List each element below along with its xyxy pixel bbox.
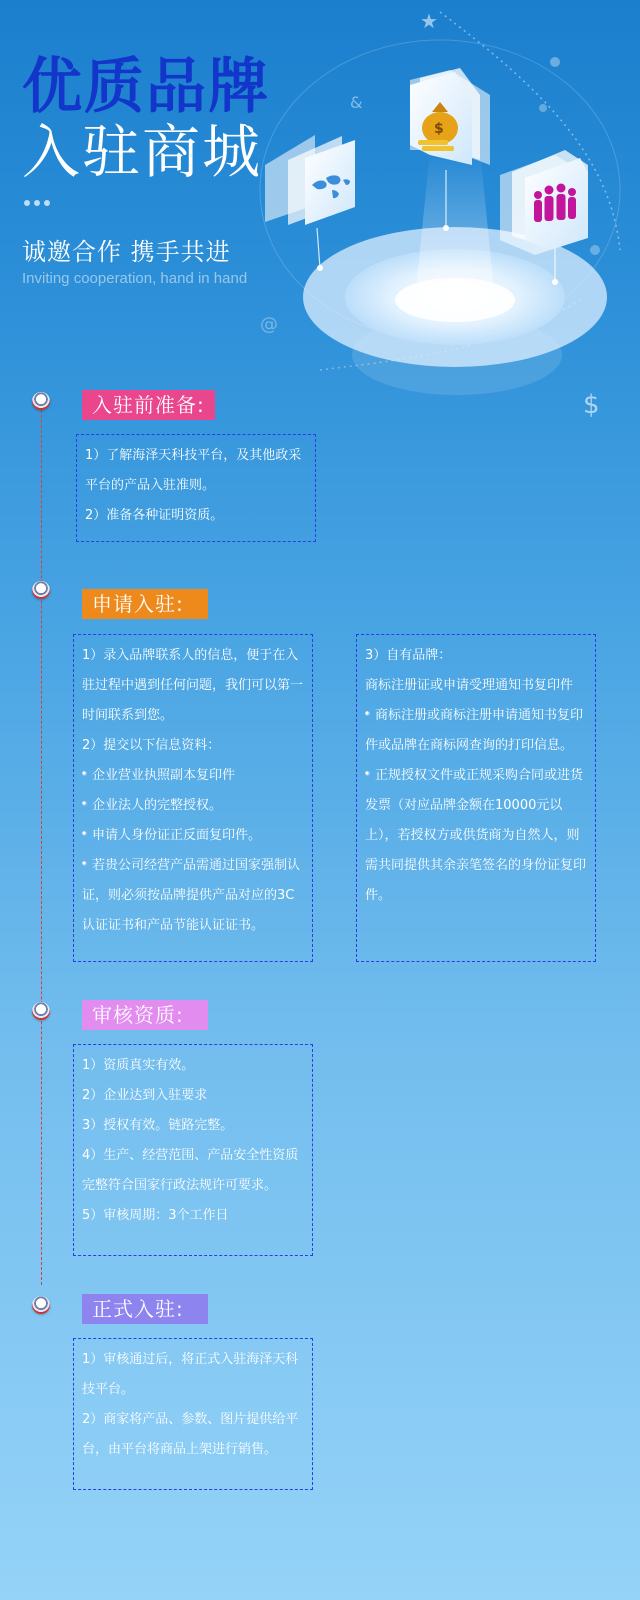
step-item: 2）企业达到入驻要求 xyxy=(82,1088,208,1103)
step-title-prepare: 入驻前准备: xyxy=(82,390,215,420)
step-box-apply-right xyxy=(356,634,596,962)
step-bullet-item: 申请人身份证正反面复印件。 xyxy=(82,821,306,851)
timeline-node-2 xyxy=(32,581,50,599)
step-bullet-item: 企业法人的完整授权。 xyxy=(82,791,306,821)
step-bullet-item: 商标注册或商标注册申请通知书复印件或品牌在商标网查询的打印信息。 xyxy=(365,701,589,761)
step-box-apply-left xyxy=(73,634,313,962)
hero-illustration xyxy=(250,0,640,420)
step-item: 3）自有品牌： xyxy=(365,648,452,663)
dollar-sign-icon: $ xyxy=(583,390,600,420)
step-title-apply: 申请入驻: xyxy=(82,589,208,619)
step-item: 2）商家将产品、参数、图片提供给平台，由平台将商品上架进行销售。 xyxy=(82,1412,299,1457)
hero-slogan: 诚邀合作 携手共进 xyxy=(22,238,231,266)
step-bullet-item: 若贵公司经营产品需通过国家强制认证，则必须按品牌提供产品对应的3C认证证书和产品节能认证证书。 xyxy=(82,851,306,941)
step-item: 1）录入品牌联系人的信息，便于在入驻过程中遇到任何问题，我们可以第一时间联系到您。 xyxy=(82,648,304,723)
step-item: 2）准备各种证明资质。 xyxy=(85,508,224,523)
hero-title-line1: 优质品牌 xyxy=(22,52,270,122)
step-item: 2）提交以下信息资料： xyxy=(82,738,221,753)
step-item: 1）审核通过后，将正式入驻海泽天科技平台。 xyxy=(82,1352,299,1397)
hero-slogan-en: Inviting cooperation, hand in hand xyxy=(22,270,248,287)
money-bag-card xyxy=(410,68,490,165)
at-decor: @ xyxy=(260,314,278,335)
step-bullet-item: 企业营业执照副本复印件 xyxy=(82,761,306,791)
step-item: 1）了解海泽天科技平台，及其他政采平台的产品入驻准则。 xyxy=(85,448,302,493)
step-title-review: 审核资质: xyxy=(82,1000,208,1030)
timeline-node-1 xyxy=(32,392,50,410)
step-bullet-item: 正规授权文件或正规采购合同或进货发票（对应品牌金额在10000元以上），若授权方或供货商为自然人，则需共同提供其余亲笔签名的身份证复印件。 xyxy=(365,761,589,911)
step-title-settle: 正式入驻: xyxy=(82,1294,208,1324)
step-box-review xyxy=(73,1044,313,1256)
timeline-line xyxy=(41,405,42,1285)
people-group-card xyxy=(500,150,588,255)
hero-title-line2: 入驻商城 xyxy=(22,118,263,186)
star-icon: ★ xyxy=(420,9,438,33)
timeline-node-3 xyxy=(32,1002,50,1020)
step-item: 3）授权有效。链路完整。 xyxy=(82,1118,234,1133)
step-box-settle xyxy=(73,1338,313,1490)
step-item: 5）审核周期：3个工作日 xyxy=(82,1208,229,1223)
ampersand-decor: & xyxy=(350,93,363,112)
svg-text:$: $ xyxy=(434,121,444,137)
step-item: 4）生产、经营范围、产品安全性资质完整符合国家行政法规许可要求。 xyxy=(82,1148,299,1193)
world-map-card xyxy=(265,135,355,225)
hero-dots-divider xyxy=(24,200,50,206)
step-item: 商标注册证或申请受理通知书复印件 xyxy=(365,678,574,693)
step-box-prepare xyxy=(76,434,316,542)
timeline-node-4 xyxy=(32,1296,50,1314)
step-item: 1）资质真实有效。 xyxy=(82,1058,195,1073)
